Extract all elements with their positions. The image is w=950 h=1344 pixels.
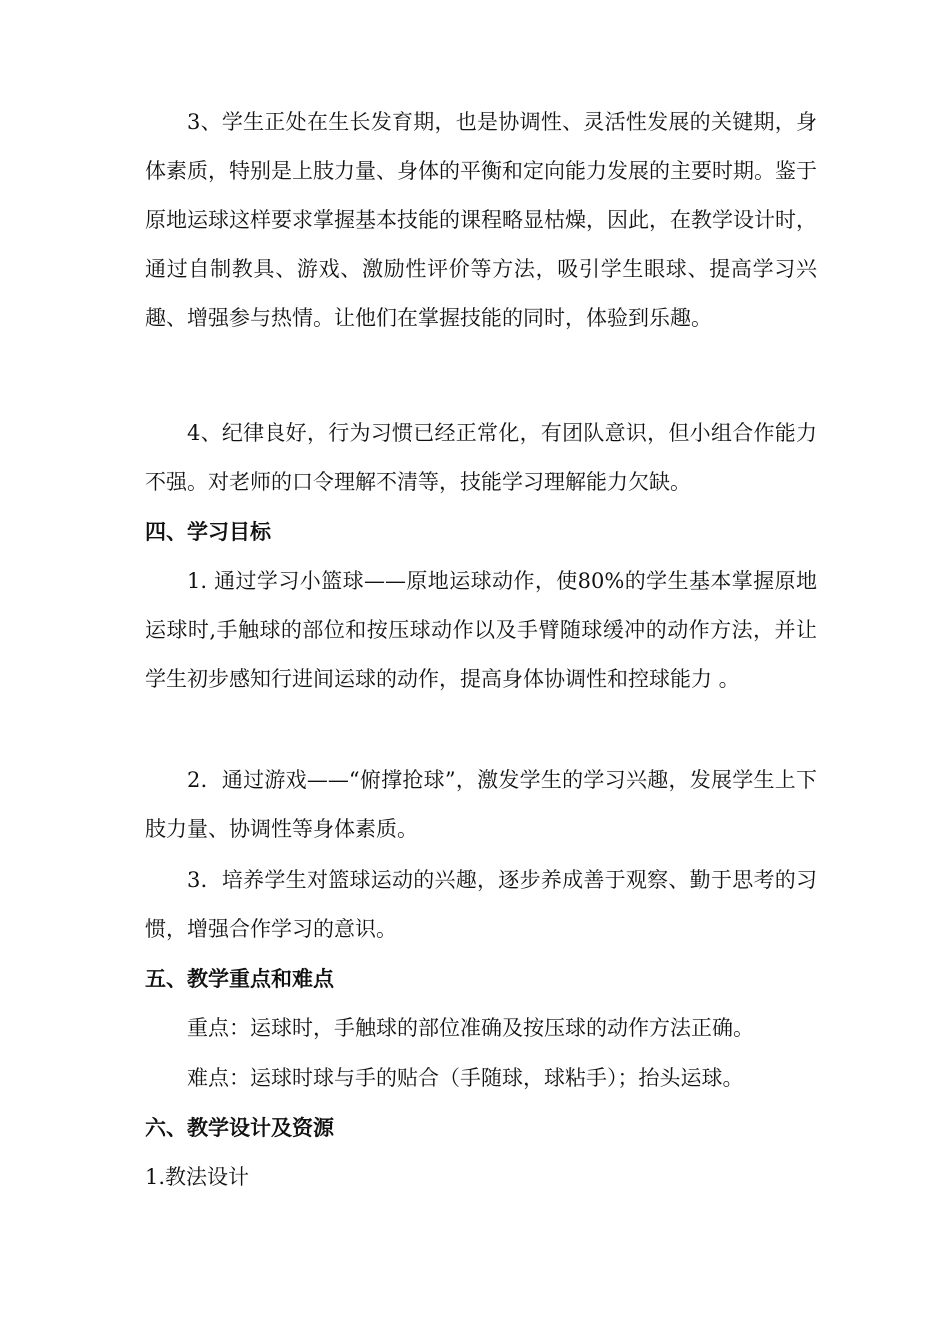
subsection-teaching-method: 1.教法设计 [145,1165,250,1189]
goal-item-3: 3．培养学生对篮球运动的兴趣，逐步养成善于观察、勤于思考的习惯，增强合作学习的意识。 [145,868,817,941]
paragraph-point-4: 4、纪律良好，行为习惯已经正常化，有团队意识，但小组合作能力不强。对老师的口令理解不清等，技能学习理解能力欠缺。 [145,421,817,494]
section-heading-key-difficult-points: 五、教学重点和难点 [145,967,334,991]
difficult-point: 难点：运球时球与手的贴合（手随球，球粘手）；抬头运球。 [187,1066,744,1090]
goal-item-1: 1. 通过学习小篮球——原地运球动作，使80%的学生基本掌握原地运球时,手触球的部位和按压球动作以及手臂随球缓冲的动作方法，并让学生初步感知行进间运球的动作，提高身体协调性和控球能力 。 [145,569,817,691]
section-heading-learning-goals: 四、学习目标 [145,520,271,544]
section-heading-teaching-design: 六、教学设计及资源 [145,1116,334,1140]
key-point: 重点：运球时，手触球的部位准确及按压球的动作方法正确。 [187,1016,754,1040]
goal-item-2: 2．通过游戏——“俯撑抢球”，激发学生的学习兴趣，发展学生上下肢力量、协调性等身体素质。 [145,768,817,841]
paragraph-point-3: 3、学生正处在生长发育期，也是协调性、灵活性发展的关键期，身体素质，特别是上肢力量、身体的平衡和定向能力发展的主要时期。鉴于原地运球这样要求掌握基本技能的课程略显枯燥，因此，在教学设计时，通过自制教具、游戏、激励性评价等方法，吸引学生眼球、提高学习兴趣、增强参与热情。让他们在掌握技能的同时，体验到乐趣。 [145,110,817,330]
